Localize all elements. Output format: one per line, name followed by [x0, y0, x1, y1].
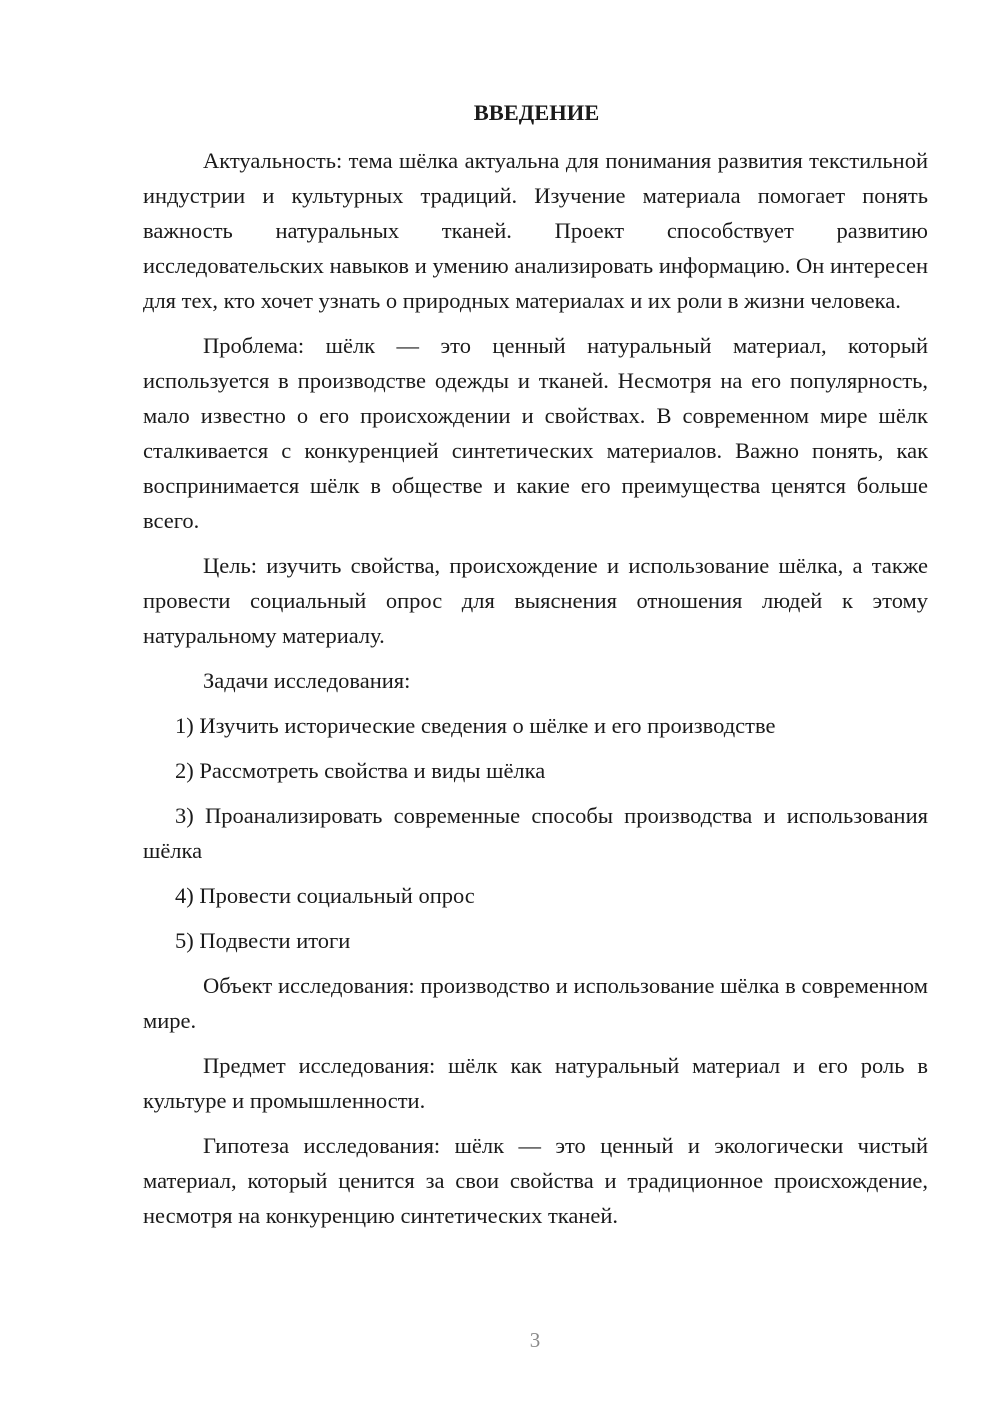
- tasks-heading: Задачи исследования:: [203, 668, 411, 693]
- task-item: 1) Изучить исторические сведения о шёлке и его производстве: [175, 713, 776, 738]
- section-title: ВВЕДЕНИЕ: [473, 100, 600, 125]
- object-paragraph: Объект исследования: производство и использование шёлка в современном мире.: [143, 973, 928, 1033]
- document-page: [143, 95, 928, 1243]
- subject-paragraph: Предмет исследования: шёлк как натуральный материал и его роль в культуре и промышленности.: [143, 1053, 928, 1113]
- task-item: 4) Провести социальный опрос: [175, 883, 475, 908]
- goal-paragraph: Цель: изучить свойства, происхождение и использование шёлка, а также провести социальный опрос для выяснения отношения людей к этому натуральному материалу.: [143, 553, 928, 648]
- task-item: 3) Проанализировать современные способы производства и использования шёлка: [143, 803, 928, 863]
- page-number: 3: [529, 1328, 541, 1352]
- hypothesis-paragraph: Гипотеза исследования: шёлк — это ценный и экологически чистый материал, который ценится за свои свойства и традиционное происхождение, несмотря на конкуренцию синтетических тканей.: [143, 1133, 928, 1228]
- task-item: 5) Подвести итоги: [175, 928, 351, 953]
- task-item: 2) Рассмотреть свойства и виды шёлка: [175, 758, 546, 783]
- relevance-paragraph: Актуальность: тема шёлка актуальна для понимания развития текстильной индустрии и культурных традиций. Изучение материала помогает понять важность натуральных тканей. Проект способствует развитию исследовательских навыков и умению анализировать информацию. Он интересен для тех, кто хочет узнать о природных материалах и их роли в жизни человека.: [143, 148, 928, 313]
- problem-paragraph: Проблема: шёлк — это ценный натуральный материал, который используется в производстве одежды и тканей. Несмотря на его популярность, мало известно о его происхождении и свойствах. В современном мире шёлк сталкивается с конкуренцией синтетических материалов. Важно понять, как воспринимается шёлк в обществе и какие его преимущества ценятся больше всего.: [143, 333, 928, 533]
